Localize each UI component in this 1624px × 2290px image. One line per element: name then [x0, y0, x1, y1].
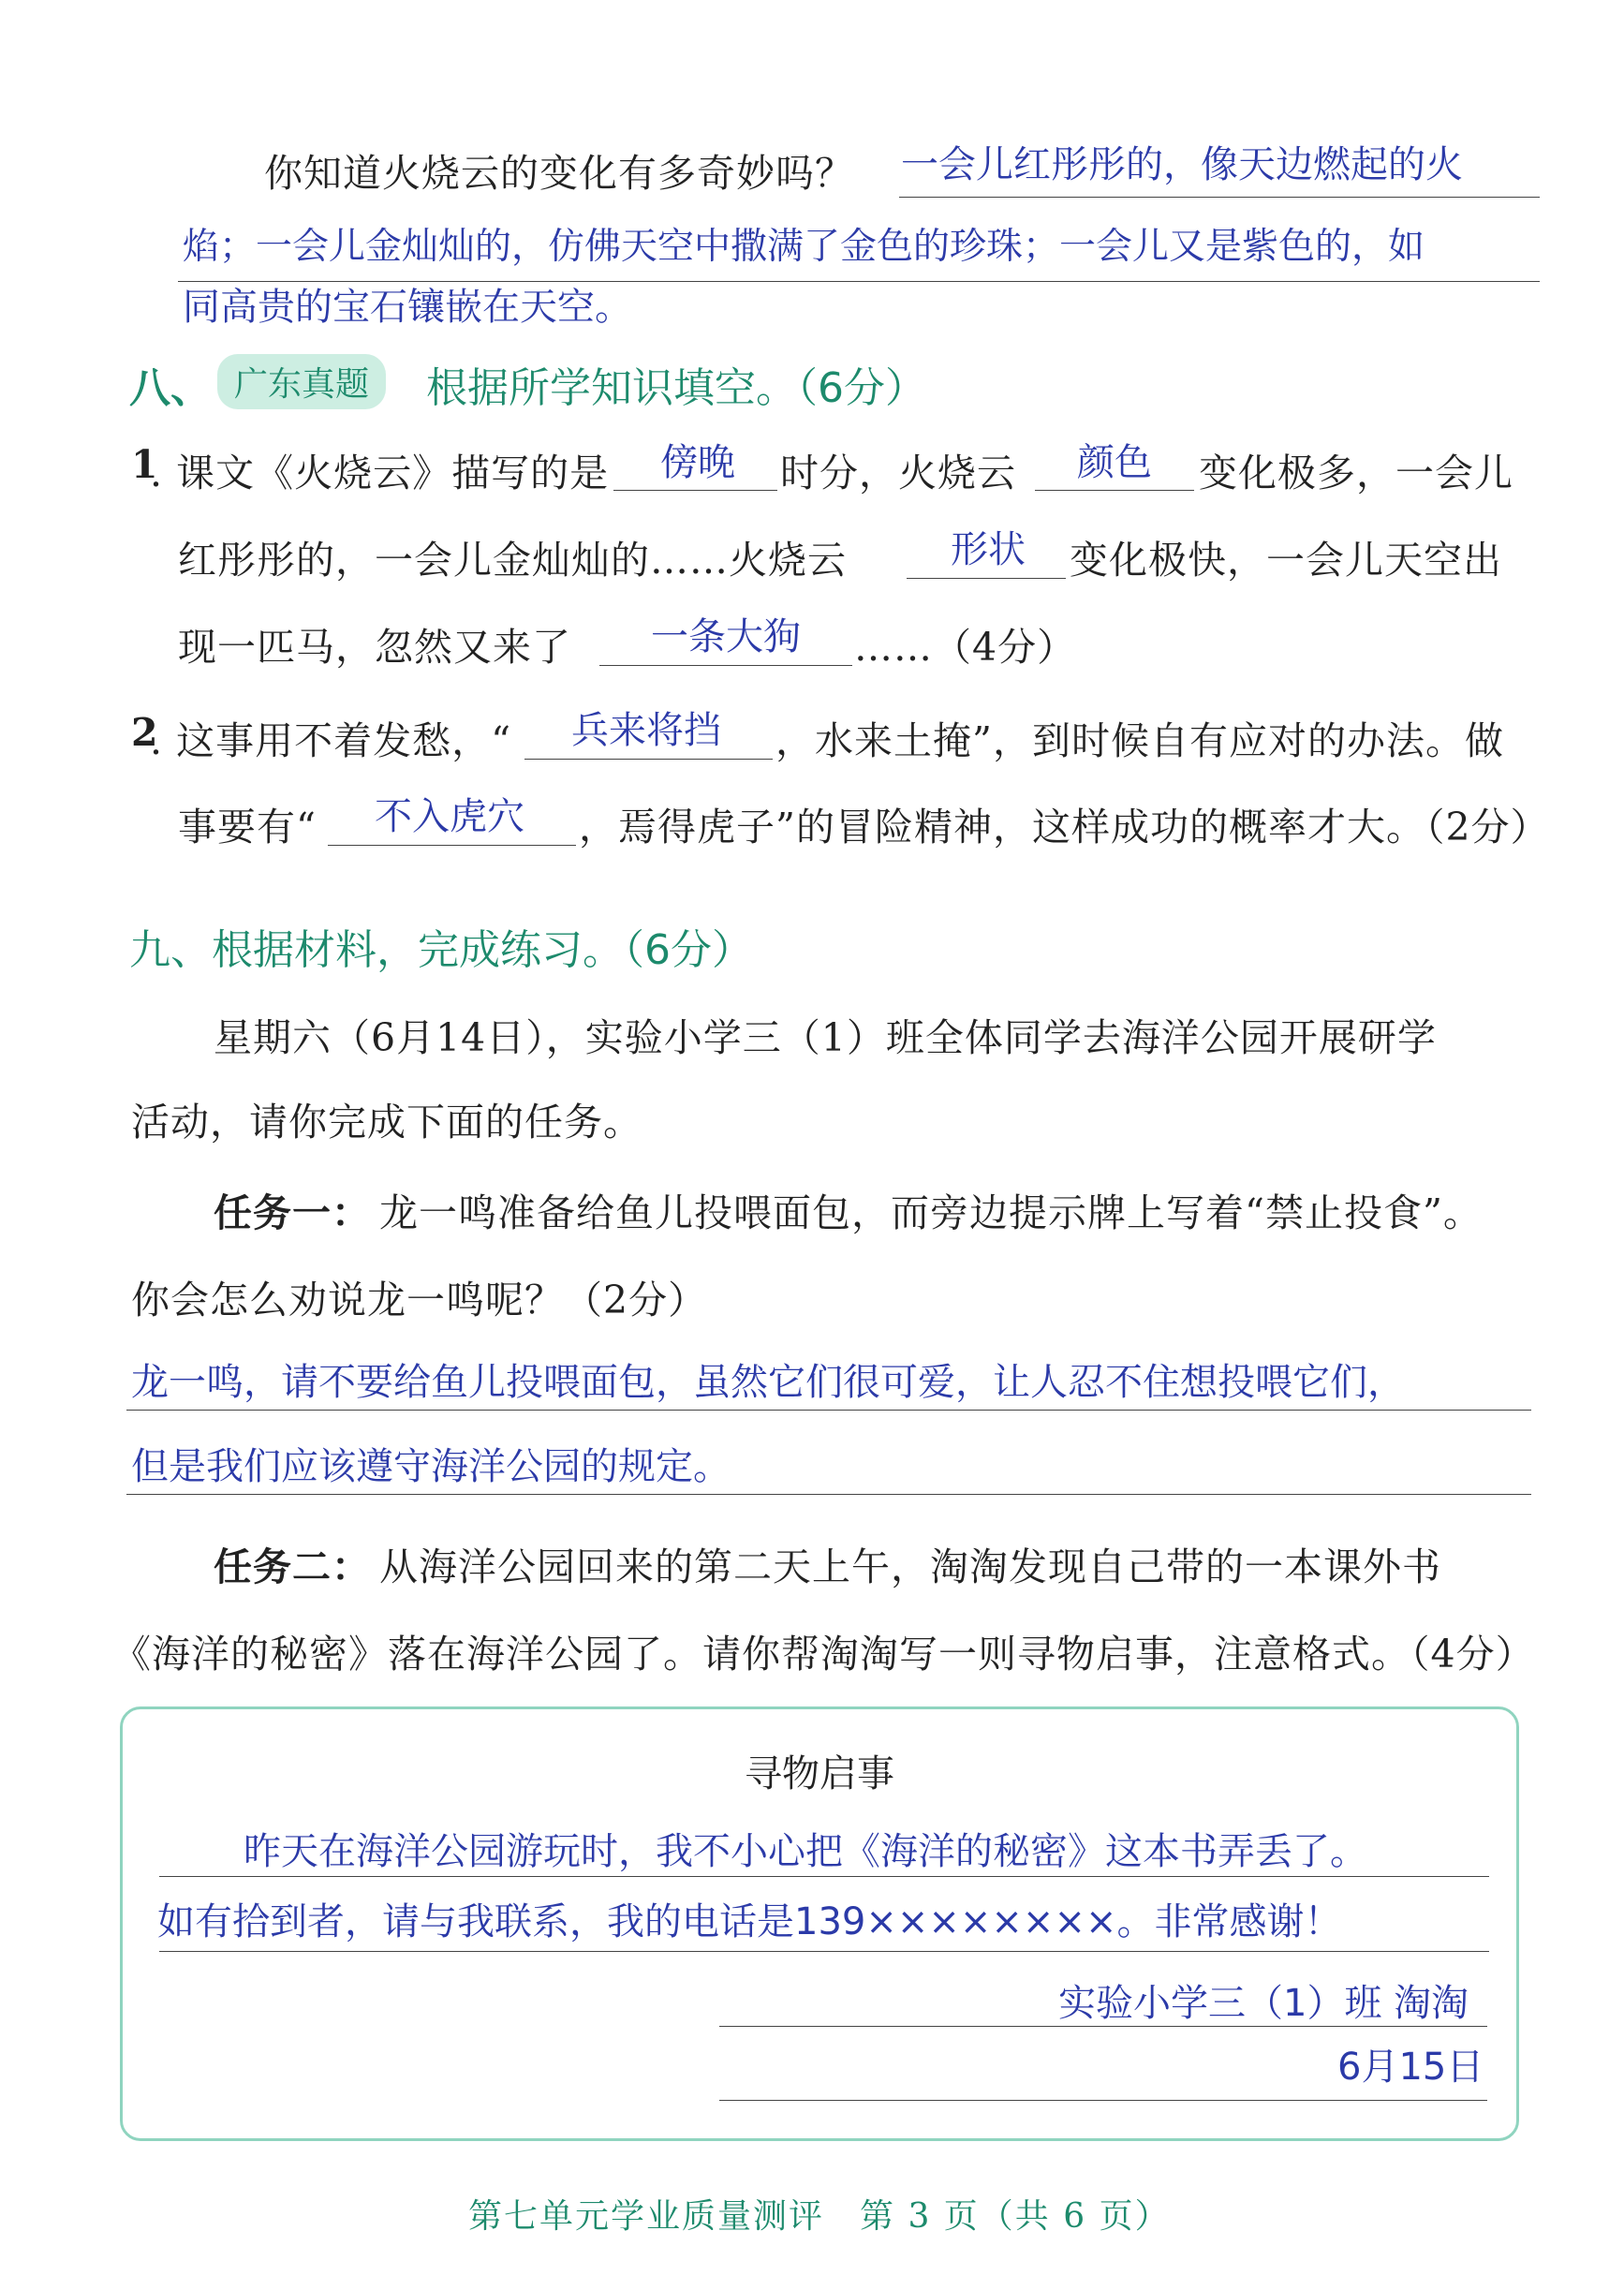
q2-answer-2: 不入虎穴	[375, 795, 524, 838]
q1-text-c: 变化极多，一会儿	[1199, 451, 1513, 495]
notice-rule-3	[719, 2026, 1487, 2027]
answer-line-3: 同高贵的宝石镶嵌在天空。	[183, 286, 632, 329]
q2-number: 2	[131, 710, 159, 755]
task-1-answer-1: 龙一鸣，请不要给鱼儿投喂面包，虽然它们很可爱，让人忍不住想投喂它们，	[131, 1361, 1405, 1404]
q1-text-d: 红彤彤的，一会儿金灿灿的……火烧云	[178, 538, 847, 583]
notice-rule-2	[159, 1951, 1489, 1952]
q1-text-b: 时分，火烧云	[780, 451, 1016, 495]
task-1-label: 任务一：	[214, 1190, 371, 1235]
q1-blank-2	[1035, 490, 1194, 491]
section-9-intro-2: 活动，请你完成下面的任务。	[131, 1100, 642, 1145]
notice-date: 6月15日	[1337, 2046, 1484, 2089]
q1-blank-3	[907, 578, 1066, 579]
task-1-rule-1	[126, 1410, 1531, 1411]
task-2-text-2: 《海洋的秘密》落在海洋公园了。请你帮淘淘写一则寻物启事，注意格式。（4分）	[112, 1632, 1535, 1677]
section-8-badge: 广东真题	[217, 354, 386, 409]
q1-answer-4: 一条大狗	[651, 615, 801, 658]
section-8-title: 根据所学知识填空。（6分）	[426, 364, 926, 412]
task-1-answer-2: 但是我们应该遵守海洋公园的规定。	[131, 1445, 731, 1488]
q2-answer-1: 兵来将挡	[571, 709, 721, 752]
answer-line-1: 一会儿红彤彤的，像天边燃起的火	[901, 143, 1463, 186]
notice-rule-4	[719, 2100, 1487, 2101]
q1-answer-1: 傍晚	[660, 441, 735, 484]
page-footer: 第七单元学业质量测评 第 3 页（共 6 页）	[468, 2197, 1171, 2236]
q2-text-a: . 这事用不着发愁，“	[150, 718, 512, 763]
notice-signature: 实验小学三（1）班 淘淘	[1058, 1982, 1469, 2025]
answer-line-2: 焰；一会儿金灿灿的，仿佛天空中撒满了金色的珍珠；一会儿又是紫色的，如	[183, 226, 1425, 268]
q2-text-b: ，水来土掩”，到时候自有应对的办法。做	[775, 718, 1504, 763]
task-1-text-1: 龙一鸣准备给鱼儿投喂面包，而旁边提示牌上写着“禁止投食”。	[379, 1190, 1483, 1235]
q1-number: 1	[131, 442, 159, 487]
task-1-text-2: 你会怎么劝说龙一鸣呢？（2分）	[131, 1278, 708, 1322]
answer-rule-1	[899, 197, 1540, 198]
q2-text-d: ，焉得虎子”的冒险精神，这样成功的概率才大。（2分）	[579, 805, 1550, 850]
section-9-intro-1: 星期六（6月14日），实验小学三（1）班全体同学去海洋公园开展研学	[214, 1015, 1437, 1060]
q1-blank-4	[599, 665, 852, 666]
notice-line-2: 如有拾到者，请与我联系，我的电话是139××××××××。非常感谢！	[157, 1900, 1342, 1943]
q1-text-g: ……（4分）	[854, 625, 1077, 670]
notice-title: 寻物启事	[745, 1752, 894, 1795]
q1-answer-2: 颜色	[1077, 441, 1152, 484]
q2-text-c: 事要有“	[178, 805, 317, 850]
notice-line-1: 昨天在海洋公园游玩时，我不小心把《海洋的秘密》这本书弄丢了。	[244, 1830, 1367, 1873]
task-2-text-1: 从海洋公园回来的第二天上午，淘淘发现自己带的一本课外书	[379, 1544, 1441, 1589]
q1-text-f: 现一匹马，忽然又来了	[178, 625, 571, 670]
q2-blank-2	[328, 845, 576, 846]
section-9-title: 九、根据材料，完成练习。（6分）	[129, 926, 753, 974]
task-2-label: 任务二：	[214, 1544, 371, 1589]
q1-text-a: . 课文《火烧云》描写的是	[150, 451, 610, 495]
q1-blank-1	[613, 490, 777, 491]
notice-rule-1	[159, 1876, 1489, 1877]
q2-blank-1	[524, 759, 773, 760]
q1-answer-3: 形状	[951, 528, 1026, 571]
task-1-rule-2	[126, 1494, 1531, 1495]
question-prompt: 你知道火烧云的变化有多奇妙吗？	[264, 151, 854, 196]
q1-text-e: 变化极快，一会儿天空出	[1070, 538, 1502, 583]
section-8-number: 八、	[129, 364, 212, 412]
